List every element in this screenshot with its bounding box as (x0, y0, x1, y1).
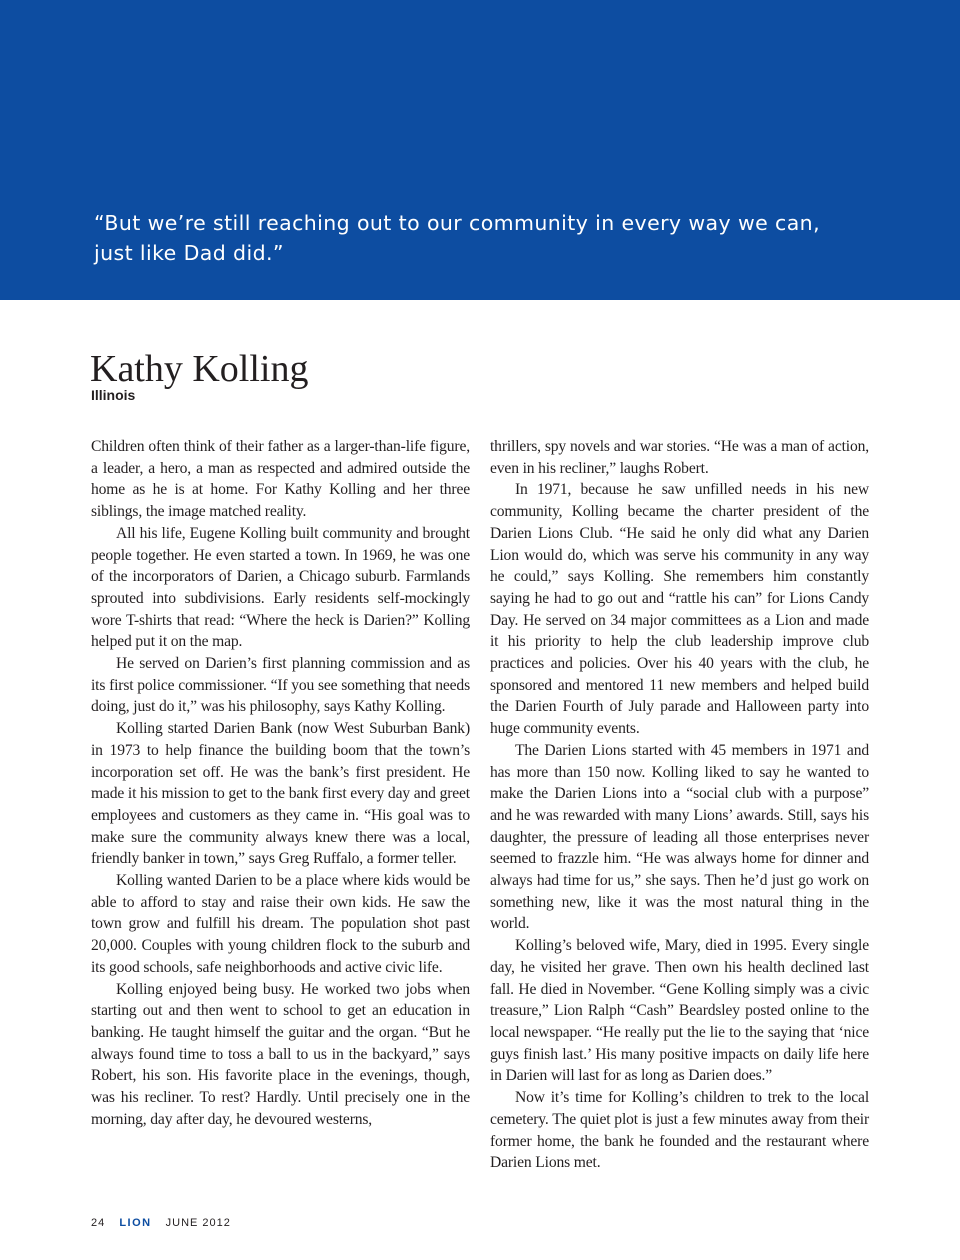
paragraph: Kolling started Darien Bank (now West Suburban Bank) in 1973 to help finance the building boom that the town’s incorporation set off. He was the bank’s first president. He made it his mission to get to the bank first every day and greet employees and customers as they came in. “His goal was to make sure the community always knew there was a local, friendly banker in town,” says Greg Ruffalo, a former teller. (91, 720, 470, 868)
pull-quote (94, 208, 854, 268)
article-column-left (91, 436, 470, 1131)
paragraph: The Darien Lions started with 45 members in 1971 and has more than 150 now. Kolling liked to say he wanted to make the Darien Lions into a “social club with a purpose” and he was rewarded with many Lions’ awards. Still, says his daughter, the pressure of leading all those enterprises never seemed to frazzle him. “He was always home for dinner and always had time for us,” she says. Then he’d just go work on something new, like it was the most natural thing in the world. (490, 741, 869, 933)
paragraph: Kolling enjoyed being busy. He worked two jobs when starting out and then went to school to get an education in banking. He taught himself the guitar and the organ. “But he always found time to toss a ball to us in the backyard,” says Robert, his son. His favorite place in the evenings, though, was his recliner. To rest? Hardly. Until precisely one in the morning, day after day, he devoured westerns, (91, 980, 470, 1128)
paragraph: Kolling wanted Darien to be a place where kids would be able to afford to stay and raise their own kids. He saw the town grow and fulfill his dream. The population shot past 20,000. Couples with young children flock to the suburb and its good schools, safe neighborhoods and active civic life. (91, 872, 470, 976)
paragraph: Now it’s time for Kolling’s children to trek to the local cemetery. The quiet plot is just a few minutes away from their former home, the bank he founded and the restaurant where Darien Lions met. (490, 1089, 869, 1172)
page-footer (91, 1217, 231, 1229)
magazine-name: LION (119, 1217, 152, 1229)
profile-name: Kathy Kolling (90, 348, 309, 390)
paragraph: Children often think of their father as a larger-than-life figure, a leader, a hero, a man as respected and admired outside the home as he is at home. For Kathy Kolling and her three siblings, the image matched reality. (91, 438, 470, 521)
profile-state: Illinois (91, 387, 136, 403)
quote-banner (0, 0, 960, 300)
paragraph: Kolling’s beloved wife, Mary, died in 1995. Every single day, he visited her grave. Then own his health declined last fall. He died in November. “Gene Kolling simply was a civic treasure,” Lion Ralph “Cash” Beardsley posted online to the local newspaper. “He really put the lie to the saying that ‘nice guys finish last.’ His many positive impacts on daily life here in Darien will last for as long as Darien does.” (490, 937, 869, 1085)
pull-quote-line-1: “But we’re still reaching out to our community in every way we can, (94, 211, 820, 235)
pull-quote-line-2: just like Dad did.” (94, 241, 284, 265)
paragraph: thrillers, spy novels and war stories. “He was a man of action, even in his recliner,” laughs Robert. (490, 438, 869, 477)
paragraph: All his life, Eugene Kolling built community and brought people together. He even started a town. In 1969, he was one of the incorporators of Darien, a Chicago suburb. Farmlands sprouted into subdivisions. Early residents self-mockingly wore T-shirts that read: “Where the heck is Darien?” Kolling helped put it on the map. (91, 524, 470, 651)
article-column-right (490, 436, 869, 1174)
page-number: 24 (91, 1217, 106, 1229)
paragraph: He served on Darien’s first planning commission and as its first police commissioner. “If you see something that needs doing, just do it,” was his philosophy, says Kathy Kolling. (91, 655, 470, 716)
paragraph: In 1971, because he saw unfilled needs in his new community, Kolling became the charter president of the Darien Lions Club. “He said he only did what any Darien Lion would do, which was serve his community in any way he could,” says Kolling. She remembers him constantly saying he had to go out and “rattle his can” for Lions Candy Day. He served on 34 major committees as a Lion and made it his priority to help the club leadership improve club practices and policies. Over his 40 years with the club, he sponsored and mentored 11 new members and helped build the Darien Fourth of July parade and Halloween party into huge community events. (490, 481, 869, 738)
issue-date: JUNE 2012 (165, 1217, 231, 1229)
